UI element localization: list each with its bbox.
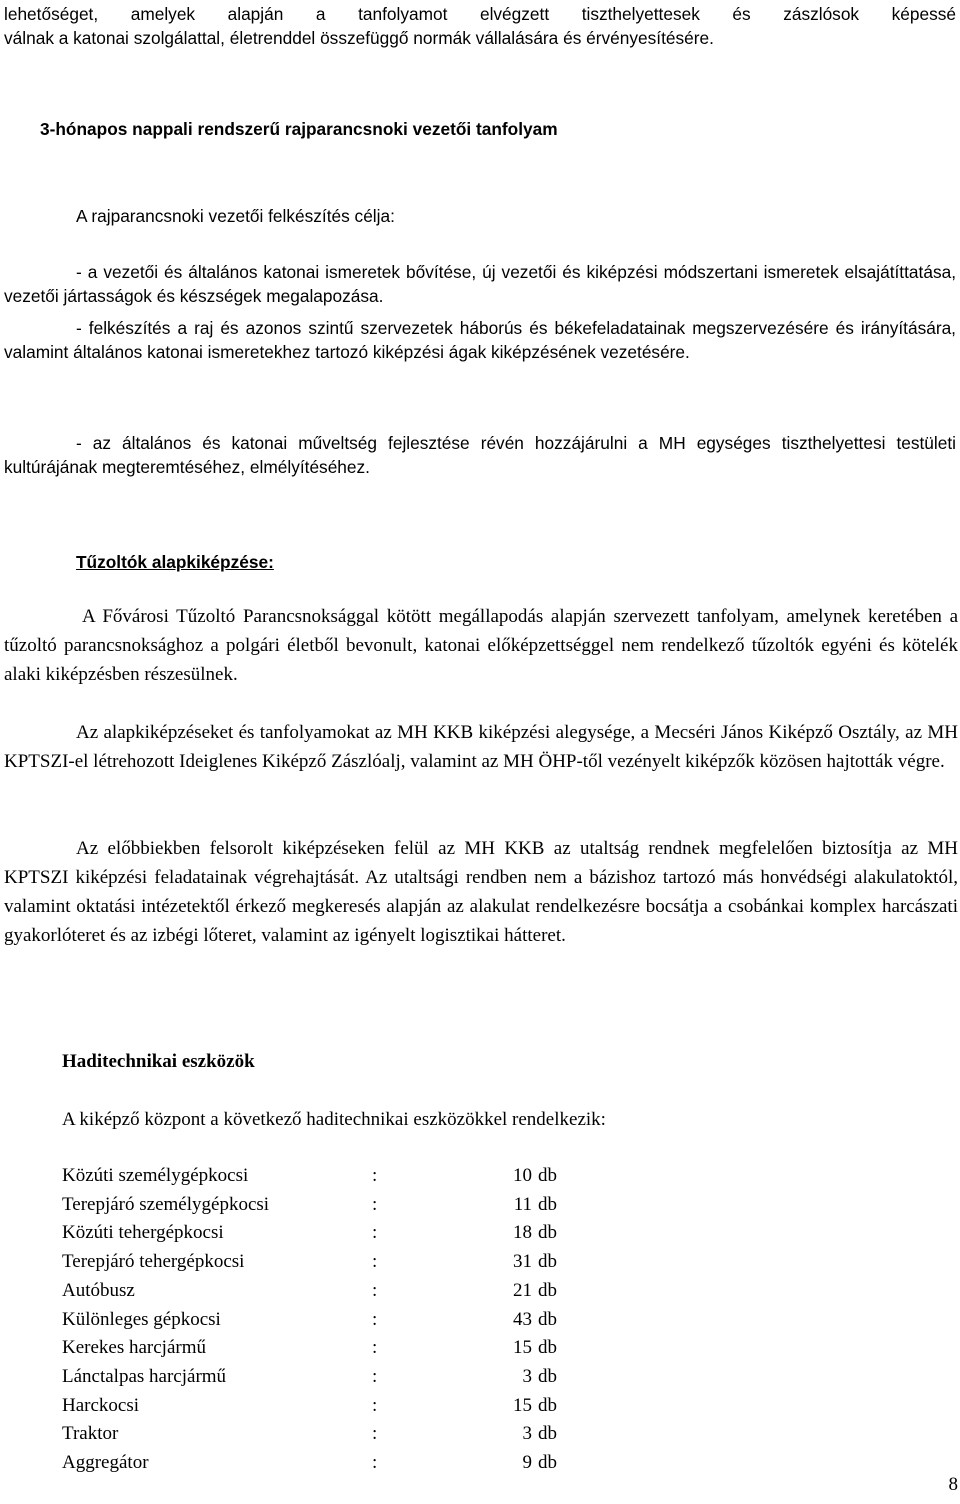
equipment-unit: db [538, 1251, 557, 1273]
equipment-name: Terepjáró tehergépkocsi [62, 1251, 245, 1273]
equipment-quantity: 15 [513, 1337, 532, 1359]
equipment-quantity: 3 [522, 1365, 532, 1387]
intro-paragraph [4, 2, 956, 50]
intro-line-2: válnak a katonai szolgálattal, életrenddel összefüggő normák vállalására és érvényesítésére. [4, 28, 714, 48]
equipment-separator: : [372, 1193, 378, 1215]
equipment-row [62, 1392, 568, 1421]
equipment-separator: : [372, 1279, 378, 1301]
equipment-unit: db [538, 1279, 557, 1301]
equipment-name: Aggregátor [62, 1452, 149, 1474]
equipment-separator: : [372, 1251, 378, 1273]
course-title: 3-hónapos nappali rendszerű rajparancsnoki vezetői tanfolyam [40, 119, 558, 139]
equipment-unit: db [538, 1165, 557, 1186]
equipment-row [62, 1219, 568, 1248]
firefighters-title: Tűzoltók alapkiképzése: [76, 552, 274, 572]
equipment-row [62, 1191, 568, 1220]
equipment-row [62, 1334, 568, 1363]
equipment-row [62, 1306, 568, 1335]
equipment-quantity: 10 [513, 1165, 532, 1186]
equipment-row [62, 1277, 568, 1306]
equipment-table [62, 1162, 568, 1478]
firefighters-paragraph-1: A Fővárosi Tűzoltó Parancsnoksággal kötött megállapodás alapján szervezett tanfolyam, amelynek keretében a tűzoltó parancsnoksághoz a polgári életből bevonult, katonai előképzettséggel nem rendelkező tűzoltók egyéni és kötelék alaki kiképzésben részesülnek. [4, 606, 958, 685]
equipment-quantity: 3 [522, 1423, 532, 1445]
equipment-unit: db [538, 1394, 557, 1416]
equipment-unit: db [538, 1423, 557, 1445]
equipment-unit: db [538, 1308, 557, 1330]
equipment-quantity: 9 [522, 1452, 532, 1474]
equipment-row [62, 1162, 568, 1191]
equipment-quantity: 43 [513, 1308, 532, 1330]
course-goal-label: A rajparancsnoki vezetői felkészítés célja: [76, 206, 395, 226]
equipment-quantity: 18 [513, 1222, 532, 1244]
equipment-name: Lánctalpas harcjármű [62, 1365, 227, 1387]
course-point-3: - az általános és katonai műveltség fejlesztése révén hozzájárulni a MH egységes tiszthelyettesi testületi kultúrájának megteremtéséhez, elmélyítéséhez. [4, 433, 956, 477]
equipment-name: Kerekes harcjármű [62, 1337, 207, 1359]
equipment-unit: db [538, 1365, 557, 1387]
equipment-separator: : [372, 1308, 378, 1330]
equipment-separator: : [372, 1394, 378, 1416]
equipment-name: Közúti személygépkocsi [62, 1165, 249, 1186]
equipment-separator: : [372, 1337, 378, 1359]
firefighters-paragraph-2: Az alapkiképzéseket és tanfolyamokat az MH KKB kiképzési alegysége, a Mecséri János Kiképző Osztály, az MH KPTSZI-el létrehozott Ideiglenes Kiképző Zászlóalj, valamint az MH ÖHP-től vezényelt kiképzők közösen hajtották végre. [4, 722, 958, 772]
equipment-row [62, 1248, 568, 1277]
equipment-row [62, 1363, 568, 1392]
equipment-intro: A kiképző központ a következő haditechnikai eszközökkel rendelkezik: [62, 1109, 606, 1130]
equipment-name: Traktor [62, 1423, 119, 1445]
equipment-separator: : [372, 1365, 378, 1387]
equipment-separator: : [372, 1222, 378, 1244]
equipment-name: Harckocsi [62, 1394, 140, 1416]
equipment-quantity: 31 [513, 1251, 532, 1273]
page-number: 8 [948, 1474, 958, 1495]
equipment-separator: : [372, 1165, 378, 1186]
course-point-1: - a vezetői és általános katonai ismeretek bővítése, új vezetői és kiképzési módszertani ismeretek elsajátíttatása, vezetői jártasságok és készségek megalapozása. [4, 262, 956, 306]
equipment-name: Közúti tehergépkocsi [62, 1222, 224, 1244]
course-point-2: - felkészítés a raj és azonos szintű szervezetek háborús és békefeladatainak megszervezésére és irányítására, valamint általános katonai ismeretekhez tartozó kiképzési ágak kiképzésének vezetésére. [4, 318, 956, 362]
equipment-name: Különleges gépkocsi [62, 1308, 221, 1330]
equipment-unit: db [538, 1337, 557, 1359]
equipment-row [62, 1449, 568, 1478]
equipment-unit: db [538, 1222, 557, 1244]
equipment-quantity: 21 [513, 1279, 532, 1301]
equipment-unit: db [538, 1193, 557, 1215]
equipment-title: Haditechnikai eszközök [62, 1051, 255, 1072]
equipment-name: Terepjáró személygépkocsi [62, 1193, 270, 1215]
equipment-name: Autóbusz [62, 1279, 135, 1301]
equipment-row [62, 1420, 568, 1449]
equipment-separator: : [372, 1452, 378, 1474]
equipment-quantity: 15 [513, 1394, 532, 1416]
equipment-quantity: 11 [513, 1193, 532, 1215]
firefighters-paragraph-3: Az előbbiekben felsorolt kiképzéseken felül az MH KKB az utaltság rendnek megfelelően biztosítja az MH KPTSZI kiképzési feladatainak végrehajtását. Az utaltsági rendben nem a bázishoz tartozó más honvédségi alakulatoktól, valamint oktatási intézetektől érkező megkeresés alapján az alakulat rendelkezésre bocsátja a csobánkai komplex harcászati gyakorlóteret és az izbégi lőteret, valamint az igényelt logisztikai hátteret. [4, 838, 958, 946]
equipment-separator: : [372, 1423, 378, 1445]
intro-line-1: lehetőséget, amelyek alapján a tanfolyamot elvégzett tiszthelyettesek és zászlósok képessé [4, 4, 956, 24]
equipment-unit: db [538, 1452, 557, 1474]
